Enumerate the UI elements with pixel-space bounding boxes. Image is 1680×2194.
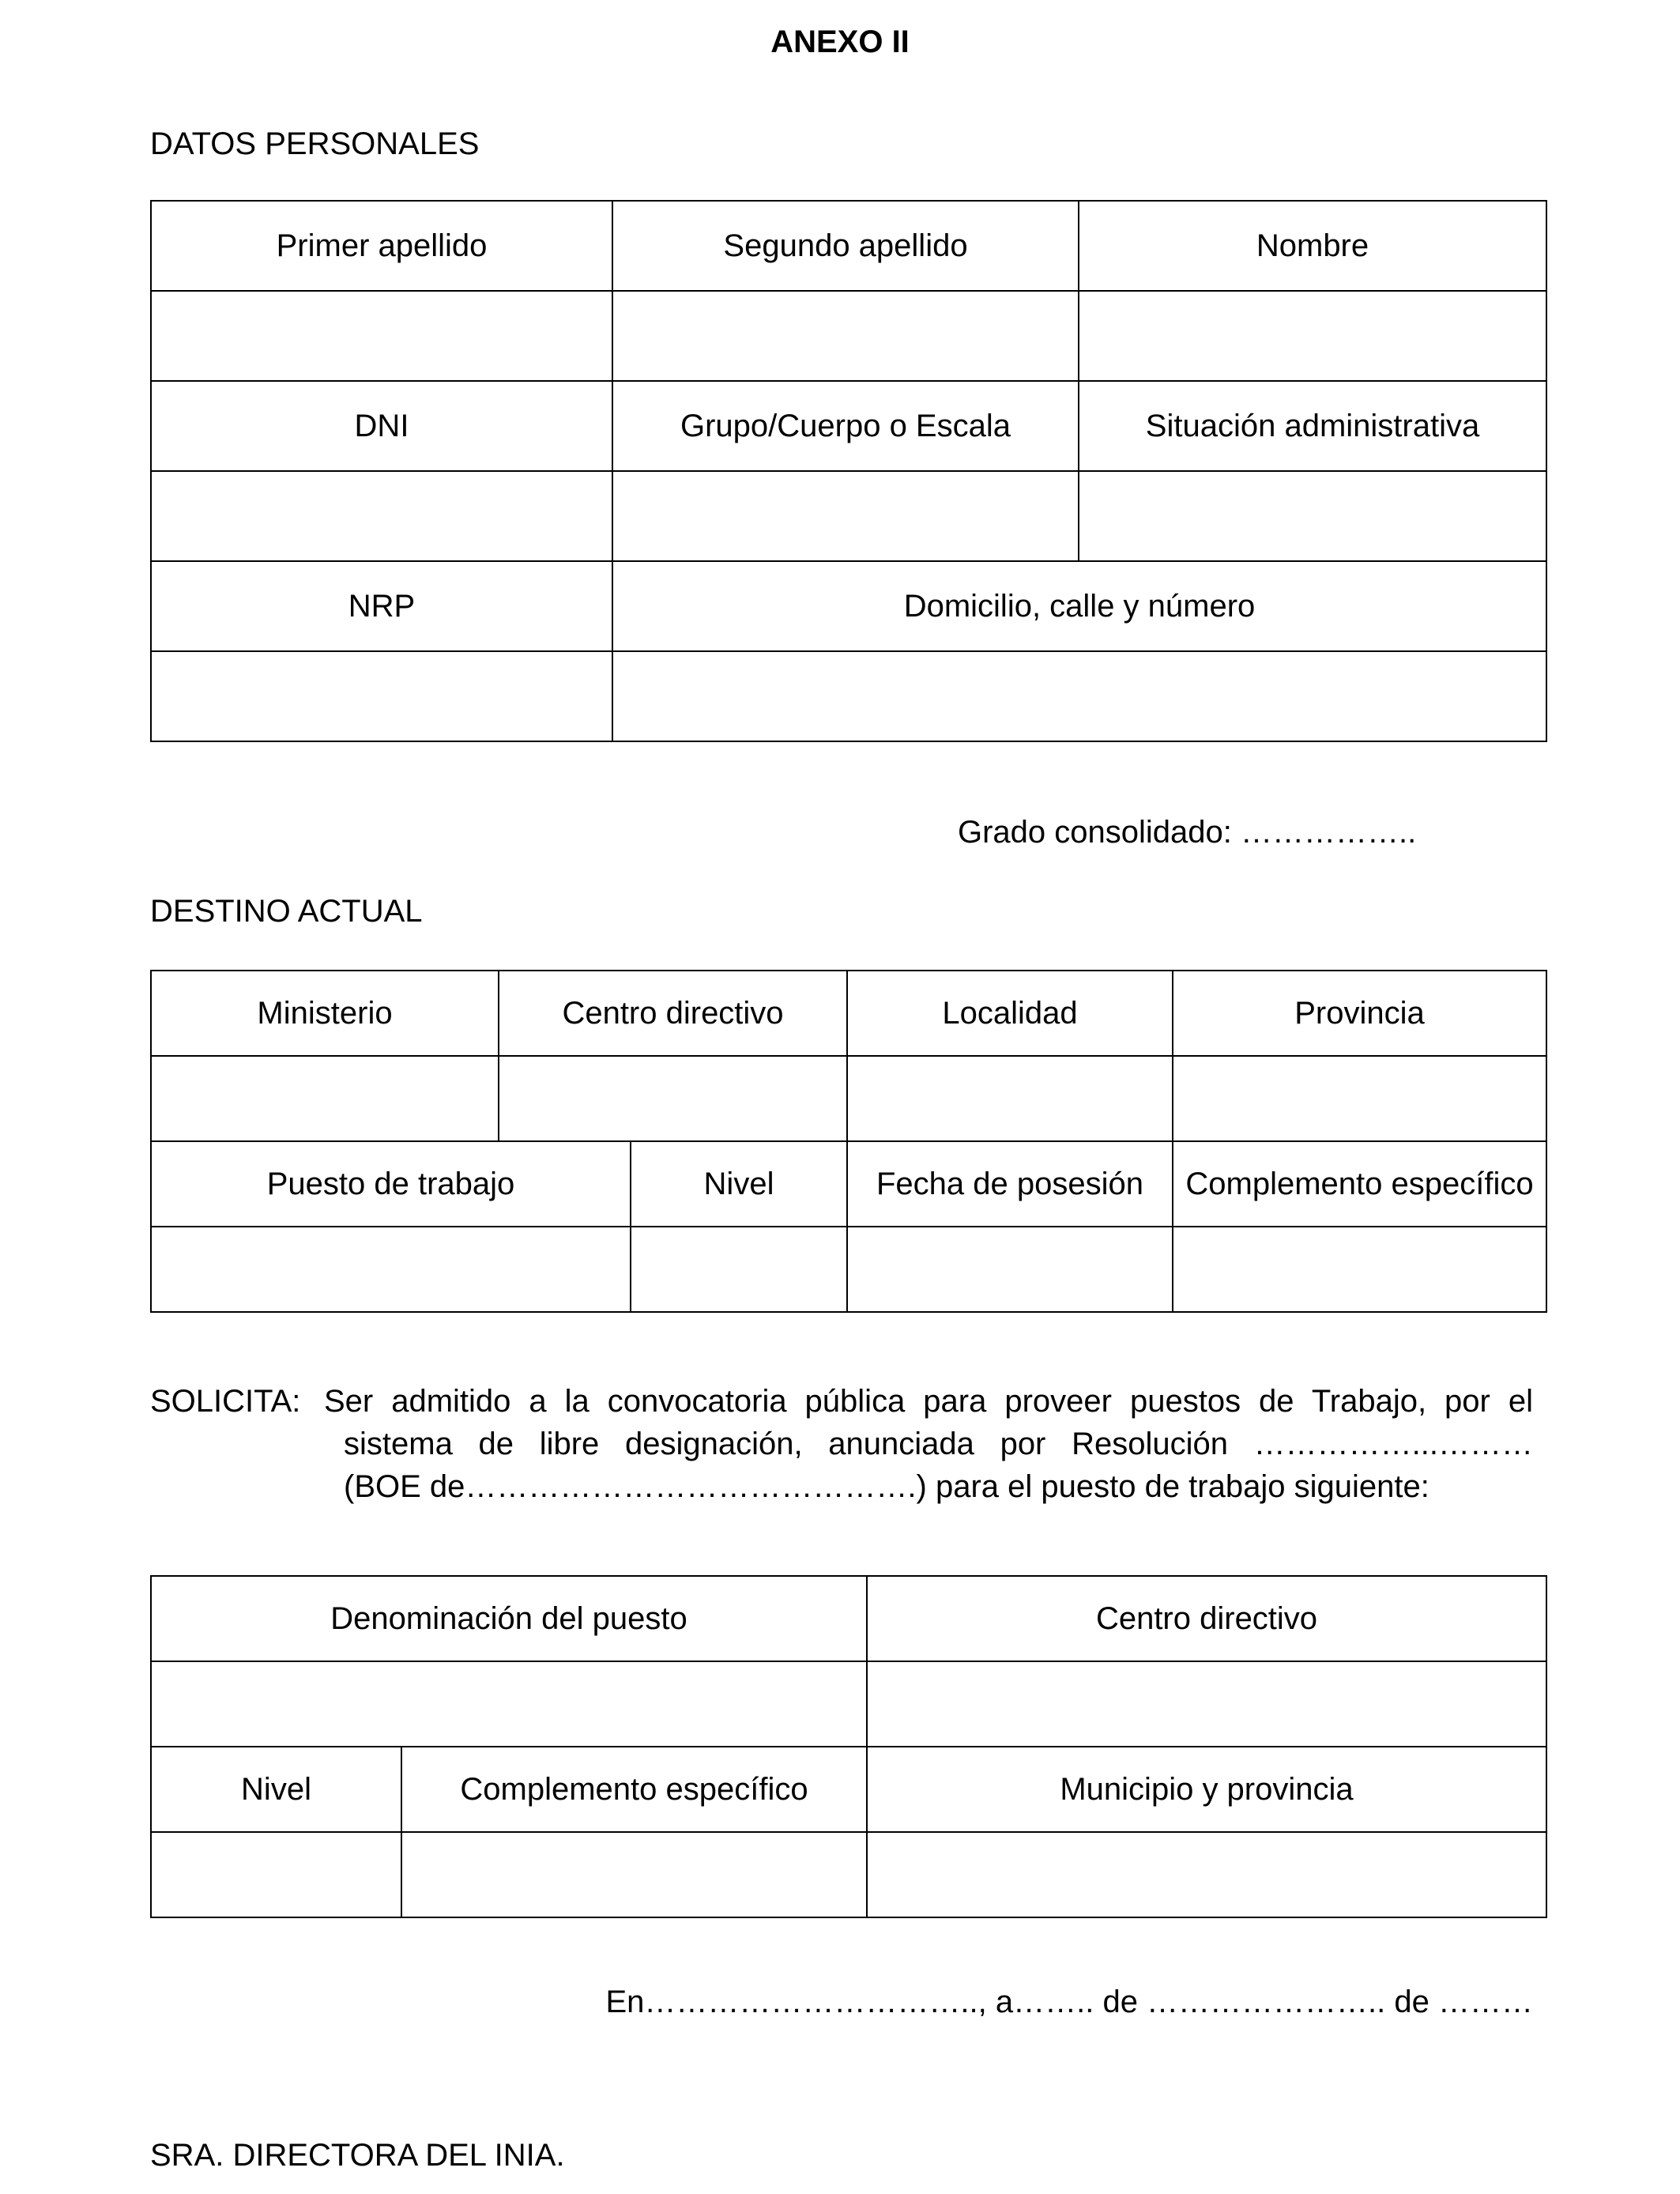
- header-complemento-especifico-puesto: Complemento específico: [401, 1747, 867, 1832]
- field-nrp[interactable]: [151, 651, 612, 741]
- header-complemento-especifico: Complemento específico: [1173, 1141, 1546, 1227]
- header-municipio-provincia: Municipio y provincia: [867, 1747, 1546, 1832]
- header-puesto-trabajo: Puesto de trabajo: [151, 1141, 631, 1227]
- header-grupo-cuerpo: Grupo/Cuerpo o Escala: [612, 381, 1079, 471]
- solicita-line-3: (BOE de…………………………………….) para el puesto de trabajo siguiente:: [344, 1469, 1430, 1504]
- field-segundo-apellido[interactable]: [612, 291, 1079, 381]
- puesto-solicitado-table: [150, 1575, 1547, 1918]
- header-segundo-apellido: Segundo apellido: [612, 201, 1079, 291]
- datos-personales-heading: DATOS PERSONALES: [150, 126, 480, 161]
- solicita-line-1: Ser admitido a la convocatoria pública para proveer puestos de Trabajo, por el: [324, 1384, 1533, 1419]
- field-localidad[interactable]: [847, 1056, 1173, 1141]
- header-centro-directivo-puesto: Centro directivo: [867, 1576, 1546, 1661]
- field-puesto-trabajo[interactable]: [151, 1227, 631, 1312]
- header-nombre: Nombre: [1079, 201, 1546, 291]
- field-domicilio[interactable]: [612, 651, 1546, 741]
- field-situacion-administrativa[interactable]: [1079, 471, 1546, 561]
- field-primer-apellido[interactable]: [151, 291, 612, 381]
- header-localidad: Localidad: [847, 971, 1173, 1056]
- destino-actual-heading: DESTINO ACTUAL: [150, 894, 423, 929]
- header-dni: DNI: [151, 381, 612, 471]
- field-dni[interactable]: [151, 471, 612, 561]
- field-denominacion-puesto[interactable]: [151, 1661, 867, 1747]
- field-ministerio[interactable]: [151, 1056, 499, 1141]
- header-ministerio: Ministerio: [151, 971, 499, 1056]
- field-nivel[interactable]: [631, 1227, 847, 1312]
- header-centro-directivo: Centro directivo: [499, 971, 847, 1056]
- destino-actual-table: [150, 970, 1547, 1313]
- header-domicilio: Domicilio, calle y número: [612, 561, 1546, 651]
- solicita-line-2: sistema de libre designación, anunciada por Resolución ……………...………: [344, 1427, 1533, 1461]
- field-nivel-puesto[interactable]: [151, 1832, 401, 1917]
- header-primer-apellido: Primer apellido: [151, 201, 612, 291]
- solicita-label: SOLICITA:: [150, 1384, 301, 1419]
- field-provincia[interactable]: [1173, 1056, 1546, 1141]
- document-title: ANEXO II: [770, 25, 910, 59]
- field-centro-directivo-puesto[interactable]: [867, 1661, 1546, 1747]
- field-complemento-especifico[interactable]: [1173, 1227, 1546, 1312]
- datos-personales-table: [150, 200, 1547, 742]
- header-nivel-puesto: Nivel: [151, 1747, 401, 1832]
- field-grupo-cuerpo[interactable]: [612, 471, 1079, 561]
- field-fecha-posesion[interactable]: [847, 1227, 1173, 1312]
- header-denominacion-puesto: Denominación del puesto: [151, 1576, 867, 1661]
- field-municipio-provincia[interactable]: [867, 1832, 1546, 1917]
- fecha-lugar-line: En………………………….., a…….. de ………………….. de ………: [605, 1985, 1533, 2019]
- header-fecha-posesion: Fecha de posesión: [847, 1141, 1173, 1227]
- field-nombre[interactable]: [1079, 291, 1546, 381]
- field-centro-directivo[interactable]: [499, 1056, 847, 1141]
- header-nivel: Nivel: [631, 1141, 847, 1227]
- header-nrp: NRP: [151, 561, 612, 651]
- header-situacion-administrativa: Situación administrativa: [1079, 381, 1546, 471]
- destinatario: SRA. DIRECTORA DEL INIA.: [150, 2138, 565, 2173]
- grado-consolidado: Grado consolidado: ……………..: [958, 815, 1417, 850]
- header-provincia: Provincia: [1173, 971, 1546, 1056]
- field-complemento-especifico-puesto[interactable]: [401, 1832, 867, 1917]
